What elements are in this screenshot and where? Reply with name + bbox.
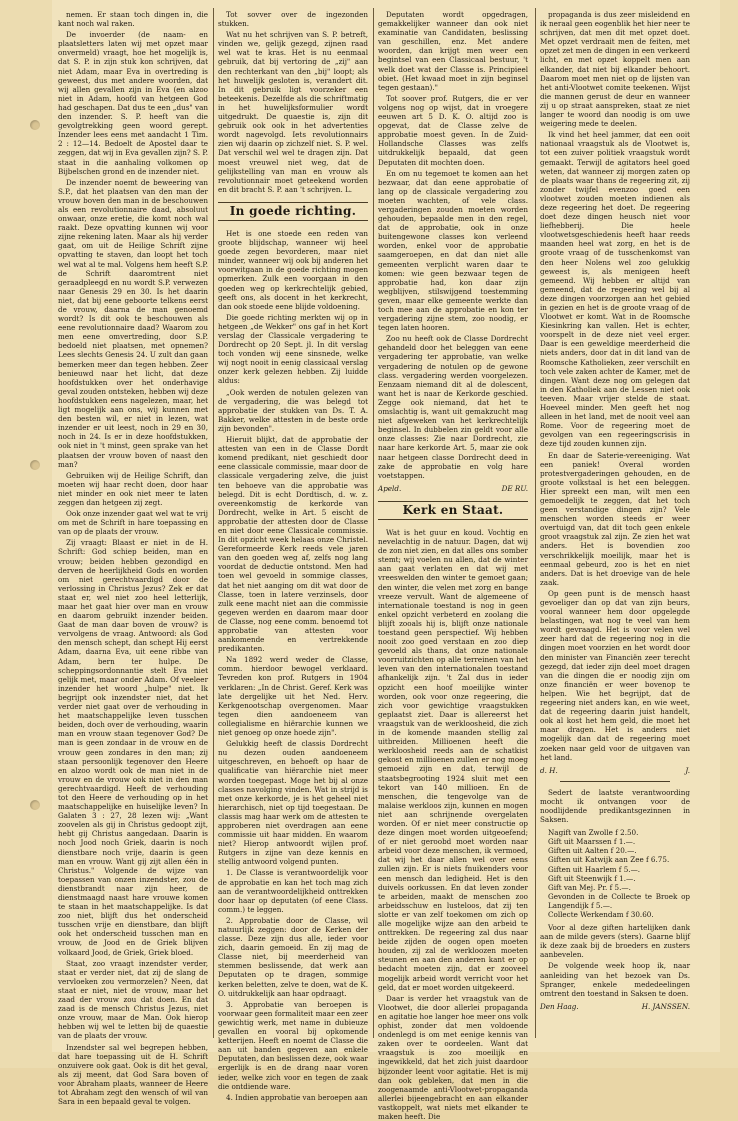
gift-intro: Sedert de laatste verantwoording mocht ik ontvangen voor de noodlijdende predikantsgezinnen in Saksen. [540, 787, 690, 825]
separator [560, 781, 670, 782]
list-item: Gevonden in de Collecte te Broek op Langendijk f 5.—. [548, 891, 690, 910]
paragraph: De inzender noemt de beweering van S.P., dat het plaatsen van den man der vrouw boven den man in de beschouwen als een revolutionnaire daad, absoluut onwaar, onze eretie, die komt noch wal raakt. Deze opvatting kunnen wij voor zijne rekening laten. Maar als hij verder gaat, om uit de Heilige Schrift zijne opvatting te staven, dan loopt het toch wel wat al te mal. Volgens hem heeft S.P. de Schrift daaromtrent niet geraadpleegd en nu wordt S.P. verwezen naar Genesis 29 en 30. Is het daarin niet, dat bij eene geboorte telkens eerst de vrouw, daarna de man genoemd wordt? Is dit ook te beschouwen als eene revolutionnaire daad? Waarom zou men eene omvertreding, door S.P. bedoeld niet plaatsen, met opnemen? Lees slechts Genesis 24. U zult dan gaan bemerken meer dan tegen hebben. Zeer benieuwd naar het licht, dat deze hoofdstukken over het onderhavige geval zouden ontsteken, hebben wij deze hoofdstukken eens nagelezen, maar, het ligt mogelijk aan ons, wij kunnen met den besten wil, er niet in lezen, wat inzender er uit leest, noch in 29 en 30, noch in 24. Is er in deze hoofdstukken, ook niet in 't minst, geen sprake van het plaatsen der vrouw boven of naast den man? [58, 177, 208, 469]
paragraph: De volgende week hoop ik, naar aanleiding van het bezoek van Ds. Spranger, enkele mededeelingen omtrent den toestand in Saksen te doen. [540, 961, 690, 998]
paragraph: Inzendster sal wel begrepen hebben, dat hare toepassing uit de H. Schrift onzuivere ook gaat. Ook is dit het geval, als zij meent, dat God Sara boven of voor Abraham plaats, wanneer de Heere tot Abraham zegt den wensch of wil van Sara in een bepaald geval te volgen. [58, 1042, 208, 1107]
paragraph: Gelukkig heeft de classis Dordrecht nu dezen ouden aandoeneem uitgeschreven, en behoeft op haar de qualificatie van hiërarchie niet meer worden toegepast. Moge het bij al onze classes navolging vinden. Wat in strijd is met onze kerkorde, je is het geheel niet hierarchisch, niet op tijd toegestaan. De classis mag haar werk om de attesten te approberen niet overdragen aan eene commissie uit haar midden. En waarom niet? Hierop antwoordt wijlen prof. Rutgers in zijne van deze kennis en stellig antwoord volgend punten. [218, 739, 368, 867]
paragraph: Hieruit blijkt, dat de approbatie der attesten van een in de Classe Dordt komend predikant, niet geschiedt door eene classicale commissie, maar door de classicale vergadering zelve, die juist ten behoeve van die approbatie was belegd. Dit is echt Dordtisch, d. w. z. overeenkomstig de kerkorde van Dordrecht, welke in Art. 5 eischt de approbatie der attesten door de Classe en niet door eene Classicale commissie. In dit opzicht week helaas onze Christel. Gereformeerde Kerk reeds vele jaren van den goeden weg af, zelfs nog lang voordat de deductie ontstond. Men had toen wel gevoeld in sommige classes, dat het niet aanging om dit wat door de Classe, toen in latere verzinsels, door zulk eene macht niet aan die commissie gegeven werden en daarom maar door de Classe, nog eene comm. benoemd tot approbatie van attesten voor aankomende en vertrekkende predikanten. [218, 435, 368, 654]
list-item: Giften uit Katwijk aan Zee f 6.75. [548, 855, 670, 865]
signature-author: DE RU. [501, 483, 528, 493]
paragraph: 3. Approbatie van beroepen is voorwaar geen formaliteit maar een zeer gewichtig werk, met name in dubieuze gevallen en vooral bij opkomende ketterijen. Heeft en noemt de Classe die aan uit banden gegeven aan enkele Deputaten, dan beslissen deze, ook waar ergerlijk is en de drang naar voren ieder, welke zich voor en tegen de zaak die ontdiende ware. [218, 999, 368, 1091]
paragraph: Zij vraagt: Blaast er niet in de H. Schrift: God schiep beiden, man en vrouw; beiden hebben gezondigd en derven de heerlijkheid Gods en worden om niet gerechtvaardigd door de verlossing in Christus Jezus? Zek er dat staat er, wel niet zoo heel letterlijk, maar het gaat hier over man en vrouw en daarom gebruikt inzender beiden. Gaat de man daar boven de vrouw? is vervolgens de vraag. Antwoord: als God den mensch schept, dan schept Hij eerst Adam, daarna Eva, uit eene ribbe van Adam, bern ter hulpe. De scheppingsordonnantie stelt Eva niet gelijk met, maar onder Adam. Of veeleer inzender het woord „hulpe" niet. Ik begrijpt ook inzendster niet, dat het verder niet gaat over de verhouding in het maatschappelijke leven tusschen beiden, doch over de verhouding, waarin man en vrouw staan tegenover God? De man is geen zondaar in de vrouw en de vrouw geen zondares in den man; zij staan persoonlijk tegenover den Heere en alzoo wordt ook de man niet in de vrouw en de vrouw ook niet in den man gerechtvaardigd. Heeft de verhouding tot den Heere de verhouding op in het maatschappelijke en huiselijke leven? In Galaten 3 : 27, 28 lezen wij: „Want zoovelen als gij in Christus gedoopt zijt, hebt gij Christus aangedaan. Daarin is noch Jood noch Griek, daarin is noch dienstbare noch vrije, daarin is geen man en vrouw. Want gij zijt allen één in Christus." Volgende de wijze van toepassen van onzen inzendster, zou de dienstbrandt naar zijn heer, de dienstmaagd naast hare vrouwe komen te staan in het maatschappelijke. Is dat zoo niet, blijft dus het onderscheid tusschen vrije en dienstbare, dan blijft ook het onderscheid tusschen man en vrouw, de Jood en de Griek blijven volkaard Jood, de Griek, Griek bloed. [58, 538, 208, 957]
column-rule [373, 8, 374, 1038]
signature-author: H. JANSSEN. [641, 1001, 690, 1011]
paragraph: En om nu tegemoet te komen aan het bezwaar, dat dan eene approbatie of lang op de classicale vergadering zou moeten wachten, of vele class. vergaderingen zouden moeten worden gehouden, bepaalde men in den regel, dat de approbatie, ook in onze buitengewone classes kon verleend worden, enkel voor de approbatie saamgeroepen, en dat dan niet alle gemeenten verplicht waren daar te komen: wie geen bezwaar tegen de approbatie had, kon daar zijn wegblijven, stilswijgend toestemming geven, maar elke gemeente werkte dan toch mee aan de approbatie en kon ter vergadering zijne stem, zoo noodig, er tegen laten hooren. [378, 168, 528, 333]
article-signature [378, 484, 528, 493]
list-item: Gift uit Steenwijk f 1.—. [548, 873, 636, 883]
signature-right: J. [685, 765, 690, 775]
article-signature [540, 766, 690, 775]
paragraph: En daar de Saterie-vereeniging. Wat een paniek! Overal worden protestvergaderingen gehouden, en de groote volkstaal is het een beleggen. Hier spreekt een man, wilt men een gemoedelijk te zeggen, dat het toch geen verstandige dingen zijn? Vele menschen worden steeds er weer overtuigd van, dat dit toch geen enkele groot vraagstuk zal zijn. Ze zien het wat anders. Het is bovendien zoo verschrikkelijk moeilijk, maar het is eenmaal gebeurd, zoo is het en niet anders. Dat is het droevige van de hele zaak. [540, 450, 690, 587]
final-signature [540, 1002, 690, 1011]
list-item: Gift uit Maarssen f 1.—. [548, 837, 636, 847]
paragraph: propaganda is dus zeer misleidend en ik neraal geen eogenblik het hier neer te schrijven, dat men dit met opzet doet. Met opzet verdraait men de feiten, met opzet zet men de dingen in een verkeerd licht, en met opzet koppelt men aan elkander, dat niet bij elkander behoort. Daarom moet men niet op de lijsten van het anti-Vlootwet comite teekenen. Wijst die mannen gerust de deur en wanneer zij u op straat aanspreken, staat ze niet langer te woord dan noodig is om uwe weigering mede te deelen. [540, 10, 690, 129]
column-rule [535, 8, 536, 1038]
list-item: Collecte Werkendam f 30.60. [548, 910, 654, 919]
paragraph: „Ook werden de notulen gelezen van de vergadering, die was belegd tot approbatie der stukken van Ds. T. A. Bakker, welke attesten in de beste orde zijn bevonden". [218, 387, 368, 433]
column-rule [213, 8, 214, 1038]
column-4 [540, 10, 690, 1040]
paragraph: Deputaten wordt opgedragen, gemakkelijker wanneer dan ook niet examinatie van Candidaten, beslissing van geschillen, enz. Met andere woorden, dan krijgt men weer een begintsel van een Classicaal bestuur, 't welk doet wat der Classe is. Principieel obiet. (Het kwaad moet in zijn beginsel tegen gestaan)." [378, 10, 528, 92]
paragraph: Tot sovver over de ingezonden stukken. [218, 10, 368, 29]
paragraph: Staat, zoo vraagt inzendster verder, staat er verder niet, dat zij de slang de vervloeken zou vermorzelen? Neen, dat staat er niet, niet de vrouw, maar het zaad der vrouw zou dat doen. En dat zaad is de mensch Christus Jezus, niet onze vrouw, maar de Man. Ook hierop hebben wij wel te letten bij de quaestie van de plaats der vrouw. [58, 958, 208, 1041]
column-3 [378, 10, 528, 1121]
column-2 [218, 10, 368, 1102]
signature-left: d. H. [540, 765, 558, 775]
paragraph: Zoo nu heeft ook de Classe Dordrecht gehandeld door het beleggen van eene vergadering ter approbatie, van welke vergadering de notulen op de gewone class. vergadering werden voorgelezen. Eenzaam niemand dit al de dolescent, want het is naar de Kerkorde geschied. Zegge ook niemand, dat het te omslachtig is, want uit gemakzucht mag niet afgeweken van het kerkrechtelijk beginsel. In dubbelen zin geldt voor alle onze classes: Zie naar Dordrecht, zie naar hare kerkorde Art. 5, maar zie ook naar hetgeen classe Dordrecht deed in zake de approbatie en volg hare voetstappen. [378, 334, 528, 480]
article-heading: In goede richting. [218, 202, 368, 221]
paragraph: Gebruiken wij de Heilige Schrift, dan moeten wij haar recht doen, door haar niet minder en ook niet meer te laten zeggen dan hetgeen zij zegt. [58, 470, 208, 507]
article-heading: Kerk en Staat. [378, 501, 528, 520]
paragraph: Ik vind het heel jammer, dat een ooit nationaal vraagstuk als de Vlootwet is, tot een zuiver politiek vraagstuk wordt gemaakt. Terwijl de agitators heel goed weten, dat wanneer zij morgen zaten op de plaats waar thans de regeering zit, zij zonder twijfel evenzoo goed een vlootwet zouden moeten indienen als deze regeering het doet. De regeering doet deze dingen heusch niet voor liefhebberij. Die heele vlootwetsgeschiedenis heeft haar reeds maanden heel wat zorg, en het is de groote vraag of de tusschenkomst van den heer Nolens wel zoo gelukkig geweest is, als menigeen heeft gemeend. Wij hebben er altijd van gemeend, dat de regeering wel bij al deze dingen voorzorgen aan het gebied in gezien en het is de groote vraag of de Vlootwet er komt. Wat in de Roomsche Kiesinkring kan vallen. Het is echter, voorspelt in de deze niet veel erger. Daar is een geweldige meerderheid die niets anders, door dat in dit land van de Roomsche Katholieken, zeer verschilt en toch vele zaken achter de Kamer, met de dingen. Want deze nog om gelegen dat in den Katholiek aan de Lessen niet ook teeven. Maar vrijer stelde de staat. Hoeveel minder. Men geeft het nog alleen in het land, met de nooit veel aan Rome. Voor de regeering moet de gevolgen van een regeeringscrisis in deze tijd zouden kunnen zijn. [540, 130, 690, 449]
paragraph: Op geen punt is de mensch haast gevoeliger dan op dat van zijn beurs, vooral wanneer hem door opgelegde belastingen, wat nog te veel van hem wordt gevraagd. Het is voor velen wel zeer hard dat de regeering nog in die dingen moet voorzien en het wordt door den minister van Financiën zeer terecht gezegd, dat ieder zijn deel moet dragen van die dingen die er noodig zijn om onze financiën er weer bovenop te helpen. Wie het begrijpt, dat de regeering niet anders kan, en wie weet, dat de regeering daarin juist handelt, ook al kost het hem geld, die moet het maar dragen. Het is anders niet mogelijk dan dat de regeering moet zoeken naar geld voor de uitgaven van het land. [540, 588, 690, 762]
list-item: Nagift van Zwolle f 2.50. [548, 828, 639, 838]
column-1 [58, 10, 208, 1107]
list-item: Gift van Mej. Pr. f 5.—. [548, 882, 631, 892]
gift-list [540, 828, 690, 919]
paragraph: 2. Approbatie door de Classe, wil natuurlijk zeggen: door de Kerken der classe. Deze zijn dus alle, ieder voor zich, daarin gemoeid. En zij mag de Classe niet, bij meerderheid van stemmen beslissende, dat werk aan Deputaten op te dragen, sommige kerken beletten, zelve te doen, wat de K. O. uitdrukkelijk aan haar opdraagt. [218, 915, 368, 998]
paragraph: Voor al deze giften hartelijken dank aan de milde gevers (sters). Gaarne blijf ik deze zaak bij de broeders en zusters aanbevelen. [540, 923, 690, 960]
signature-place: Apeld. [378, 483, 402, 493]
paragraph: Daar is verder het vraagstuk van de Vlootwet, die door allerlei propaganda en agitatie hoe langer hoe meer ons volk ophist, zonder dat men voldoende ondenlegd is om met eenige kennis van zaken over te oordeelen. Want dat vraagstuk is zoo moeilijk en ingewikkeld, dat het zich juist daardoor bijzonder leent voor agitatie. Het is mij dan ook gebleken, dat men in die zoogenaamde anti-Vlootwet-propaganda allerlei bijeengebracht en aan elkander vastkoppelt, wat niets met elkander te maken heeft. Die [378, 993, 528, 1121]
signature-place: Den Haag. [540, 1001, 579, 1011]
paragraph: Ook onze inzender gaat wel wat te vrij om met de Schrift in hare toepassing en van op de plaats der vrouw. [58, 509, 208, 537]
paragraph: Wat is het guur en koud. Vochtig en nevelachtig in de natuur. Dagen, dat wij de zon niet zien, en dat alles ons somber stemt; wij voelen nu allen, dat de winter aan gaat verlaten en dat wij met vreeswelden den winter te gemoet gaan; den winter, die velen met zorg en bange vreeze vervult. Want de algemeene of internationale toestand is nog in geen enkel opzicht verbeterd en zoolang die blijft zooals hij is, blijft onze nationale toestand geen perspectief. Wij hebben nooit zoo goed verstaan en zoo diep gevoeld als thans, dat onze nationale voorruitzichten op alle terreinen van het leven van den internationalen toestand afhankelijk zijn. 't Zal dus in ieder opzicht een hoof moeilijke winter worden, ook voor onze regeering, die zich voor gewichtige vraagstukken geplaatst ziet. Daar is allereerst het vraagstuk van de werkloosheid, die zich in de komende maanden stellig zal uitbreiden. Millioenen heeft die werkloosheid reeds aan de schatkist gekost en millioenen zullen er nog moeg gemoeid zijn en dat, terwijl de staatsbegrooting 1924 sluit met een tekort van 140 millioen. En de menschen, die tengevolge van de malaise werkloos zijn, kunnen en mogen niet aan schrijnende overgelaten worden. Of er niet meer constructie op deze dingen moet worden uitgeoefend; of er niet geroobd moet worden naar arbeid voor deze menschen, ik vermoed, dat wij het daar allen wel over eens zullen zijn. Er is niets fnuikenders voor een mensch dan ledigheid. Het is den duivels oorkussen. En dat leven zonder te arbeiden, maakt de menschen zoo arbeidsschuw en lusteloos, dat zij ten slotte er van zelf toekomen om zich op alle mogelijke wijze aan den arbeid te onttrekken. De regeering zal dus naar beide zijden de oogen open moeten houden, zij zal de werkloozen moeten steunen en aan den anderen kant er op bedacht moeten zijn, dat er zooveel mogelijk arbeid wordt verricht voor het geld, dat er moet worden uitgekeerd. [378, 527, 528, 992]
list-item: Giften uit Aalten f 20.—. [548, 846, 637, 856]
paragraph: 4. Indien approbatie van beroepen aan [226, 1092, 368, 1102]
paragraph: 1. De Classe is verantwoordelijk voor de approbatie en kan het toch mag zich aan de verantwoordelijkheid onttrekken door haar op deputaten (of eene Class. comm.) te leggen. [218, 868, 368, 914]
list-item: Giften uit Haarlem f 5.—. [548, 864, 641, 874]
paragraph: nemen. Er staan toch dingen in, die kant noch wal raken. [58, 10, 208, 29]
paragraph: Wat nu het schrijven van S. P. betreft, vinden we, gelijk gezegd, zijnen raad wel wat te kras. Het is nu eenmaal gebruik, dat bij vertoring de „zij" aan den rechterkant van den „bij" loopt; als het huwelijk gesloten is, verandert dit. In dit gebruik ligt voorzeker een beteekenis. Dezelfde als die schriftmatig in het huwelijksformulier wordt uitgedrukt. De quaestie is, zijn dit gebruik ook ook in het advertenties wordt nagevolgd. Iets revolutionnairs zien wij daarin op zichzelf niet. S. P. wel. Dat verschil wel wel te dragen zijn. Dat moest vreuwel niet weg, dat de gelijkstelling van man en vrouw als revolutionnair moet geteekend worden en dit bracht S. P. aan 't schrijven. L. [218, 30, 368, 194]
paragraph: De invoerder (de naam- en plaatsletters laten wij met opzet maar onvermeld) vraagt, hoe het mogelijk is, dat S. P. in zijn stuk kon schrijven, dat niet Adam, maar Eva in overtreding is geweest, dus met andere woorden, dat wij allen gevallen zijn in Eva (en alzoo niet in Adam, hoofd van hetgeen God had geschapen. Dat dus te een „dus" van den inzender. S. P. heeft van die gevolgtrekking geen woord gerept. Inzender lees eens met aandacht 1 Tim. 2 : 12—14. Bedoelt de Apostel daar te zeggen, dat wij in Eva gevallen zijn? S. P. staat in die aanhaling volkomen op Bijbelschen grond en de inzender niet. [58, 30, 208, 176]
paragraph: Het is one stoede een reden van groote blijdschap, wanneer wij heel goede zegen bevorderen, maar niet minder, wanneer wij ook bij anderen het voorwitgaan in de goede richting mogen opmerken. Zulk een voorgaan in den goeden weg op kerkrechtelijk gebied, geeft ons, als docent in het kerkrecht, dan ook stoede eene blijde voldoening. [218, 228, 368, 311]
paragraph: Die goede richting merkten wij op in hetgeen „de Wekker" ons gaf in het Kort verslag der Classicale vergadering te Dordrecht op 20 Sept. jl. In dit verslag toch vonden wij eene sinsnede, welke wij nogt nooit in eenig classicaal verslag onzer kerk gelezen hebben. Zij luidde aldus: [218, 312, 368, 386]
paragraph: Na 1892 werd weder de Classe, comm. hierdoor bewogel verklaard. Tevreden kon prof. Rutgers in 1904 verklaren: „In de Christ. Geref. Kerk was late dergelijke uit het Ned. Herv. Kerkgenootschap overgenomen. Maar tegen dien aandoeneem van collegialisme en hiërarchie kunnen we niet genoeg op onze hoede zijn". [218, 655, 368, 738]
paragraph: Tot soover prof. Rutgers, die er ver volgens nog op wijst, dat in vroegere eeuwen art 5 D. K. O. altijd zoo is opgevat, dat de Classe zelve de approbatie moest geven. In de Zuid-Hollandsche Classes was zelfs uitdrukkelijk bepaald, dat geen Deputaten dit mochten doen. [378, 93, 528, 167]
